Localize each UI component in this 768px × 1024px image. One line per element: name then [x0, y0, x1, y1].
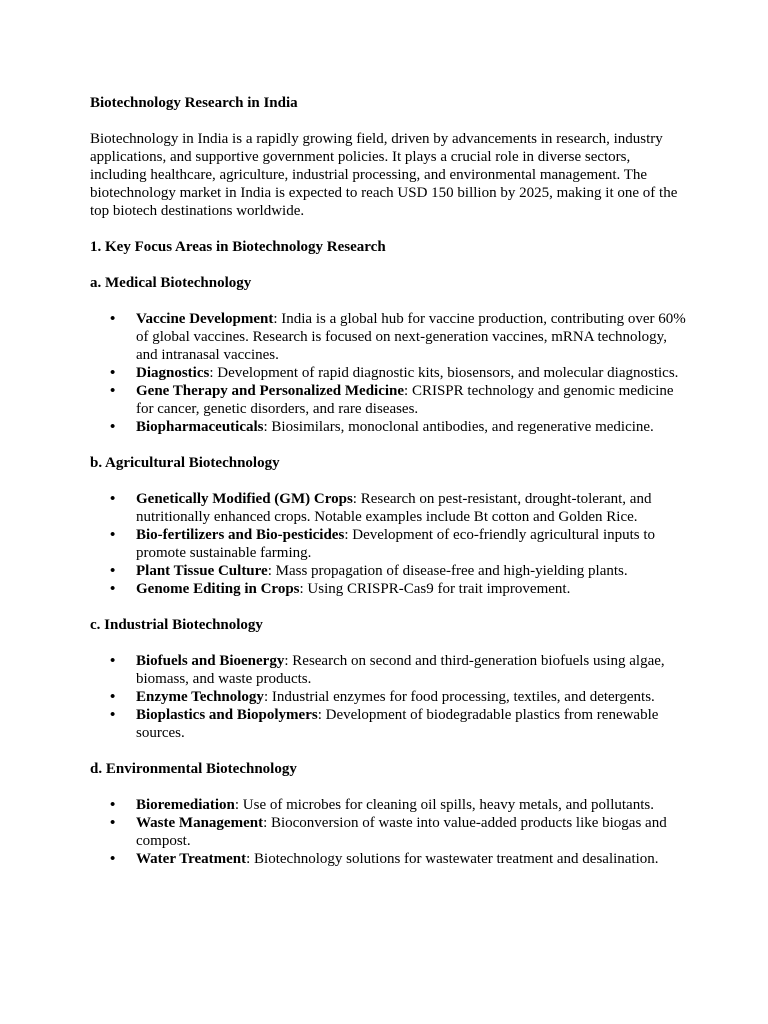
item-description: : Biotechnology solutions for wastewater treatment and desalination.: [246, 851, 659, 867]
intro-paragraph: Biotechnology in India is a rapidly growing field, driven by advancements in research, industry applications, and supportive government policies. It plays a crucial role in diverse sectors, including healthcare, agriculture, industrial processing, and environmental management. The biotechnology market in India is expected to reach USD 150 billion by 2025, making it one of the top biotech destinations worldwide.: [90, 131, 678, 219]
bullet-icon: •: [110, 419, 116, 435]
item-term: Genome Editing in Crops: [136, 581, 300, 597]
list-item: [90, 688, 690, 706]
list-item: [90, 526, 690, 562]
item-term: Bioremediation: [136, 797, 235, 813]
list-item: [90, 382, 690, 418]
bullet-icon: •: [110, 653, 116, 669]
bullet-icon: •: [110, 311, 116, 327]
list-item: [90, 850, 690, 868]
bullet-icon: •: [110, 527, 116, 543]
bullet-list: [90, 652, 690, 742]
item-description: : Research on pest-resistant, drought-tolerant, and nutritionally enhanced crops. Notable examples include Bt cotton and Golden Rice.: [136, 491, 652, 525]
item-term: Biofuels and Bioenergy: [136, 653, 285, 669]
bullet-list: [90, 796, 690, 868]
list-item: [90, 580, 690, 598]
subsections-container: [90, 274, 690, 868]
item-description: : Development of eco-friendly agricultural inputs to promote sustainable farming.: [136, 527, 656, 561]
item-description: : Research on second and third-generation biofuels using algae, biomass, and waste products.: [136, 653, 665, 687]
list-item: [90, 364, 690, 382]
item-term: Bioplastics and Biopolymers: [136, 707, 318, 723]
list-item: [90, 490, 690, 526]
item-description: : India is a global hub for vaccine production, contributing over 60% of global vaccines. Research is focused on next-generation vaccines, mRNA technology, and intranasal vaccines.: [136, 311, 686, 363]
bullet-icon: •: [110, 491, 116, 507]
list-item: [90, 310, 690, 364]
item-description: : Development of rapid diagnostic kits, biosensors, and molecular diagnostics.: [209, 365, 679, 381]
item-description: : Development of biodegradable plastics from renewable sources.: [136, 707, 659, 741]
item-term: Gene Therapy and Personalized Medicine: [136, 383, 405, 399]
item-description: : Use of microbes for cleaning oil spills, heavy metals, and pollutants.: [234, 797, 654, 813]
item-term: Plant Tissue Culture: [136, 563, 268, 579]
item-description: : CRISPR technology and genomic medicine for cancer, genetic disorders, and rare diseases.: [136, 383, 674, 417]
subsection-heading: d. Environmental Biotechnology: [90, 761, 297, 777]
bullet-icon: •: [110, 707, 116, 723]
item-term: Biopharmaceuticals: [136, 419, 264, 435]
bullet-icon: •: [110, 383, 116, 399]
item-description: : Industrial enzymes for food processing, textiles, and detergents.: [263, 689, 655, 705]
list-item: [90, 418, 690, 436]
item-term: Bio-fertilizers and Bio-pesticides: [136, 527, 345, 543]
item-term: Vaccine Development: [136, 311, 274, 327]
list-item: [90, 652, 690, 688]
bullet-icon: •: [110, 365, 116, 381]
bullet-list: [90, 490, 690, 598]
item-description: : Using CRISPR-Cas9 for trait improvement.: [299, 581, 571, 597]
list-item: [90, 706, 690, 742]
subsection-heading: b. Agricultural Biotechnology: [90, 455, 280, 471]
bullet-icon: •: [110, 563, 116, 579]
item-term: Genetically Modified (GM) Crops: [136, 491, 353, 507]
document-title: Biotechnology Research in India: [90, 95, 298, 111]
bullet-list: [90, 310, 690, 436]
list-item: [90, 814, 690, 850]
item-term: Waste Management: [136, 815, 264, 831]
bullet-icon: •: [110, 851, 116, 867]
list-item: [90, 796, 690, 814]
list-item: [90, 562, 690, 580]
item-description: : Mass propagation of disease-free and high-yielding plants.: [267, 563, 628, 579]
item-description: : Bioconversion of waste into value-added products like biogas and compost.: [136, 815, 667, 849]
bullet-icon: •: [110, 689, 116, 705]
item-term: Water Treatment: [136, 851, 247, 867]
document-page: [90, 94, 690, 886]
item-term: Enzyme Technology: [136, 689, 264, 705]
subsection-heading: c. Industrial Biotechnology: [90, 617, 263, 633]
section-heading: 1. Key Focus Areas in Biotechnology Research: [90, 239, 386, 255]
item-description: : Biosimilars, monoclonal antibodies, and regenerative medicine.: [263, 419, 654, 435]
bullet-icon: •: [110, 797, 116, 813]
subsection-heading: a. Medical Biotechnology: [90, 275, 252, 291]
bullet-icon: •: [110, 815, 116, 831]
bullet-icon: •: [110, 581, 116, 597]
item-term: Diagnostics: [136, 365, 210, 381]
